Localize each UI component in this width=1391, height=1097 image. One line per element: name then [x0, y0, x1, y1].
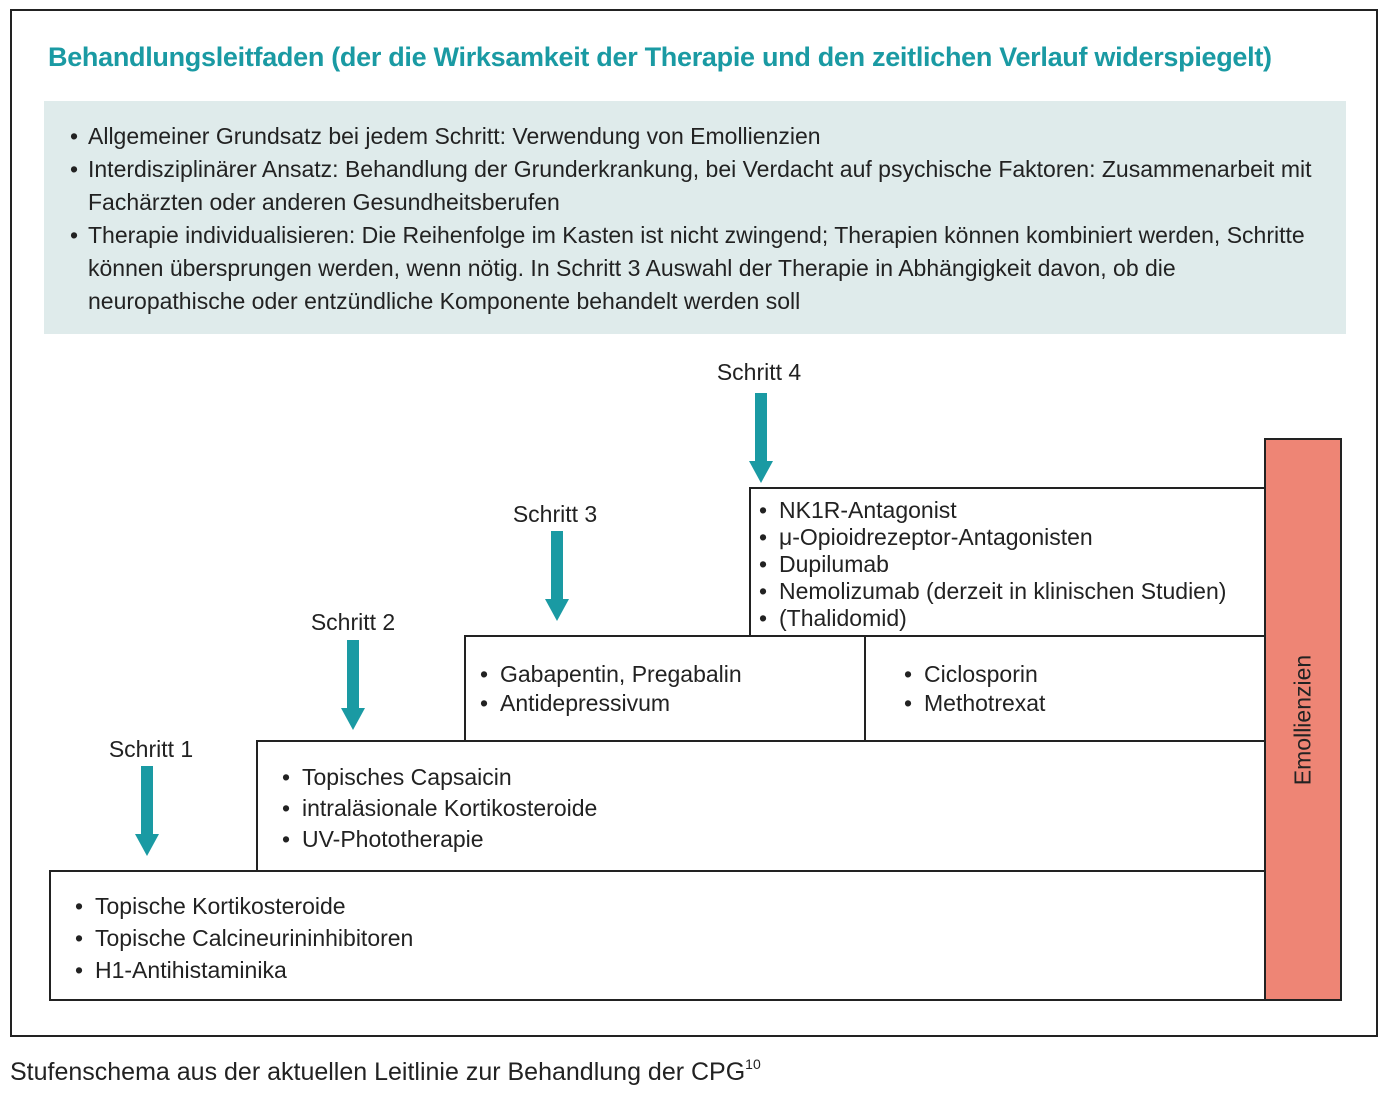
figure-title: Behandlungsleitfaden (der die Wirksamkeit der Therapie und den zeitlichen Verlauf widerspiegelt) — [48, 42, 1272, 72]
step3-item: • Antidepressivum — [480, 689, 864, 718]
step3-label: Schritt 3 — [512, 501, 598, 527]
info-item: • Allgemeiner Grundsatz bei jedem Schritt: Verwendung von Emollienzien — [70, 120, 1320, 153]
step3-item: • Ciclosporin — [904, 660, 1264, 689]
step4-item: • Dupilumab — [759, 551, 1264, 578]
caption-reference: 10 — [745, 1056, 761, 1072]
emollients-bar — [1264, 438, 1342, 1001]
step1-item: • H1-Antihistaminika — [75, 954, 1264, 986]
step3-arrow-icon — [545, 531, 569, 621]
step2-item: • UV-Phototherapie — [282, 824, 1264, 855]
step4-box — [749, 487, 1266, 637]
info-item: • Interdisziplinärer Ansatz: Behandlung der Grunderkrankung, bei Verdacht auf psychische Faktoren: Zusammenarbeit mit Fachärzten oder anderen Gesundheitsberufen — [70, 153, 1320, 219]
info-item: • Therapie individualisieren: Die Reihenfolge im Kasten ist nicht zwingend; Therapien können kombiniert werden, Schritte können übersprungen werden, wenn nötig. In Schritt 3 Auswahl der Therapie in Abhängigkeit davon, ob die neuropathische oder entzündliche Komponente behandelt werden soll — [70, 219, 1320, 318]
step2-item: • intraläsionale Kortikosteroide — [282, 793, 1264, 824]
step4-arrow-icon — [749, 393, 773, 483]
step2-box — [256, 740, 1266, 872]
emollients-label: Emollienzien — [1289, 654, 1316, 785]
step3-item: • Gabapentin, Pregabalin — [480, 660, 864, 689]
step4-item: • Nemolizumab (derzeit in klinischen Studien) — [759, 578, 1264, 605]
step3-inflammatory-box — [864, 635, 1266, 742]
figure-caption — [10, 1058, 761, 1087]
info-box — [44, 101, 1346, 334]
step1-box — [49, 870, 1266, 1001]
step4-item: • μ-Opioidrezeptor-Antagonisten — [759, 524, 1264, 551]
step4-item: • NK1R-Antagonist — [759, 497, 1264, 524]
caption-text: Stufenschema aus der aktuellen Leitlinie zur Behandlung der CPG — [10, 1058, 746, 1086]
step1-item: • Topische Calcineurininhibitoren — [75, 922, 1264, 954]
step2-label: Schritt 2 — [310, 609, 396, 635]
step2-item: • Topisches Capsaicin — [282, 762, 1264, 793]
step1-item: • Topische Kortikosteroide — [75, 890, 1264, 922]
step1-label: Schritt 1 — [108, 736, 194, 762]
step2-arrow-icon — [341, 640, 365, 730]
step4-item: • (Thalidomid) — [759, 605, 1264, 632]
step3-item: • Methotrexat — [904, 689, 1264, 718]
step3-neuropathic-box — [464, 635, 866, 742]
info-list — [70, 120, 1320, 318]
step1-arrow-icon — [135, 766, 159, 856]
step4-label: Schritt 4 — [716, 359, 802, 385]
